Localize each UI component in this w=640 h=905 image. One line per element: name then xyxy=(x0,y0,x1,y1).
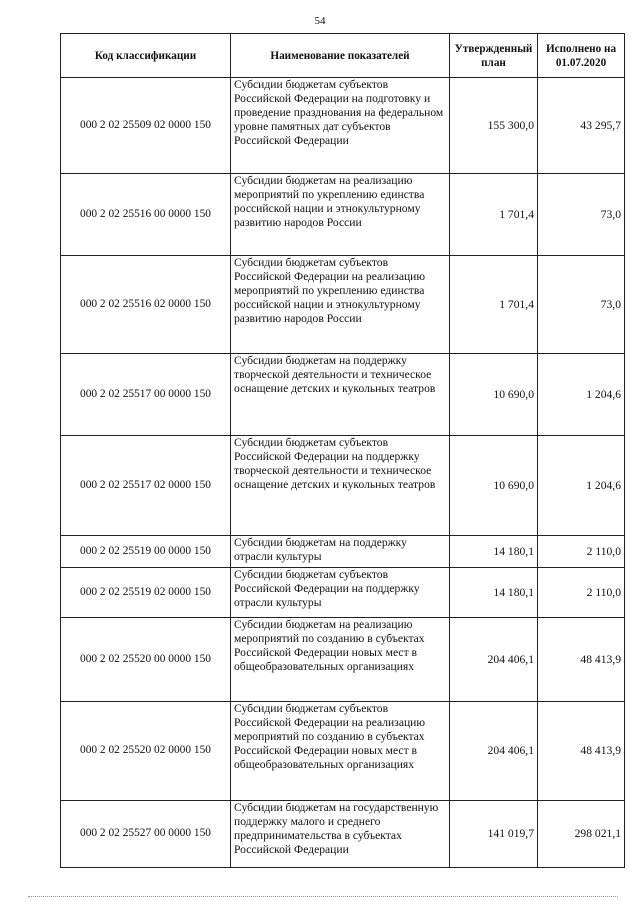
classification-code: 000 2 02 25520 00 0000 150 xyxy=(61,618,231,702)
classification-code: 000 2 02 25519 00 0000 150 xyxy=(61,536,231,568)
classification-code: 000 2 02 25509 02 0000 150 xyxy=(61,78,231,174)
approved-plan-value: 10 690,0 xyxy=(450,354,538,436)
executed-value: 1 204,6 xyxy=(538,436,625,536)
classification-code: 000 2 02 25517 02 0000 150 xyxy=(61,436,231,536)
indicator-name: Субсидии бюджетам на реализацию мероприятий по созданию в субъектах Российской Федерации новых мест в общеобразовательных организациях xyxy=(231,618,450,702)
approved-plan-value: 14 180,1 xyxy=(450,568,538,618)
indicator-name: Субсидии бюджетам субъектов Российской Федерации на реализацию мероприятий по созданию в субъектах Российской Федерации новых мест в общеобразовательных организациях xyxy=(231,702,450,801)
executed-value: 73,0 xyxy=(538,174,625,256)
table-row xyxy=(61,436,625,536)
approved-plan-value: 10 690,0 xyxy=(450,436,538,536)
table-row xyxy=(61,536,625,568)
approved-plan-value: 204 406,1 xyxy=(450,618,538,702)
approved-plan-value: 1 701,4 xyxy=(450,256,538,354)
executed-value: 48 413,9 xyxy=(538,618,625,702)
classification-code: 000 2 02 25520 02 0000 150 xyxy=(61,702,231,801)
table-row xyxy=(61,618,625,702)
table-row xyxy=(61,256,625,354)
indicator-name: Субсидии бюджетам на поддержку творческой деятельности и техническое оснащение детских и кукольных театров xyxy=(231,354,450,436)
table-header-row xyxy=(61,34,625,78)
executed-value: 48 413,9 xyxy=(538,702,625,801)
approved-plan-value: 1 701,4 xyxy=(450,174,538,256)
approved-plan-value: 155 300,0 xyxy=(450,78,538,174)
table-row xyxy=(61,801,625,868)
indicator-name: Субсидии бюджетам на поддержку отрасли культуры xyxy=(231,536,450,568)
executed-value: 1 204,6 xyxy=(538,354,625,436)
indicator-name: Субсидии бюджетам на государственную поддержку малого и среднего предпринимательства в субъектах Российской Федерации xyxy=(231,801,450,868)
classification-code: 000 2 02 25516 00 0000 150 xyxy=(61,174,231,256)
approved-plan-value: 14 180,1 xyxy=(450,536,538,568)
classification-code: 000 2 02 25527 00 0000 150 xyxy=(61,801,231,868)
executed-value: 298 021,1 xyxy=(538,801,625,868)
executed-value: 73,0 xyxy=(538,256,625,354)
executed-value: 2 110,0 xyxy=(538,536,625,568)
table-row xyxy=(61,568,625,618)
indicator-name: Субсидии бюджетам на реализацию мероприятий по укреплению единства российской нации и этнокультурному развитию народов России xyxy=(231,174,450,256)
indicator-name: Субсидии бюджетам субъектов Российской Федерации на поддержку творческой деятельности и техническое оснащение детских и кукольных театров xyxy=(231,436,450,536)
approved-plan-value: 204 406,1 xyxy=(450,702,538,801)
column-header-code: Код классификации xyxy=(61,34,231,78)
table-row xyxy=(61,354,625,436)
classification-code: 000 2 02 25517 00 0000 150 xyxy=(61,354,231,436)
column-header-approved: Утвержденный план xyxy=(450,34,538,78)
table-row xyxy=(61,174,625,256)
page-bottom-divider xyxy=(28,896,618,897)
page-number: 54 xyxy=(314,15,326,27)
budget-table xyxy=(60,33,625,868)
classification-code: 000 2 02 25516 02 0000 150 xyxy=(61,256,231,354)
table-row xyxy=(61,78,625,174)
indicator-name: Субсидии бюджетам субъектов Российской Федерации на поддержку отрасли культуры xyxy=(231,568,450,618)
executed-value: 43 295,7 xyxy=(538,78,625,174)
approved-plan-value: 141 019,7 xyxy=(450,801,538,868)
indicator-name: Субсидии бюджетам субъектов Российской Федерации на реализацию мероприятий по укреплению единства российской нации и этнокультурному развитию народов России xyxy=(231,256,450,354)
table-row xyxy=(61,702,625,801)
column-header-name: Наименование показателей xyxy=(231,34,450,78)
executed-value: 2 110,0 xyxy=(538,568,625,618)
column-header-executed: Исполнено на 01.07.2020 xyxy=(538,34,625,78)
classification-code: 000 2 02 25519 02 0000 150 xyxy=(61,568,231,618)
indicator-name: Субсидии бюджетам субъектов Российской Федерации на подготовку и проведение празднования на федеральном уровне памятных дат субъектов Российской Федерации xyxy=(231,78,450,174)
